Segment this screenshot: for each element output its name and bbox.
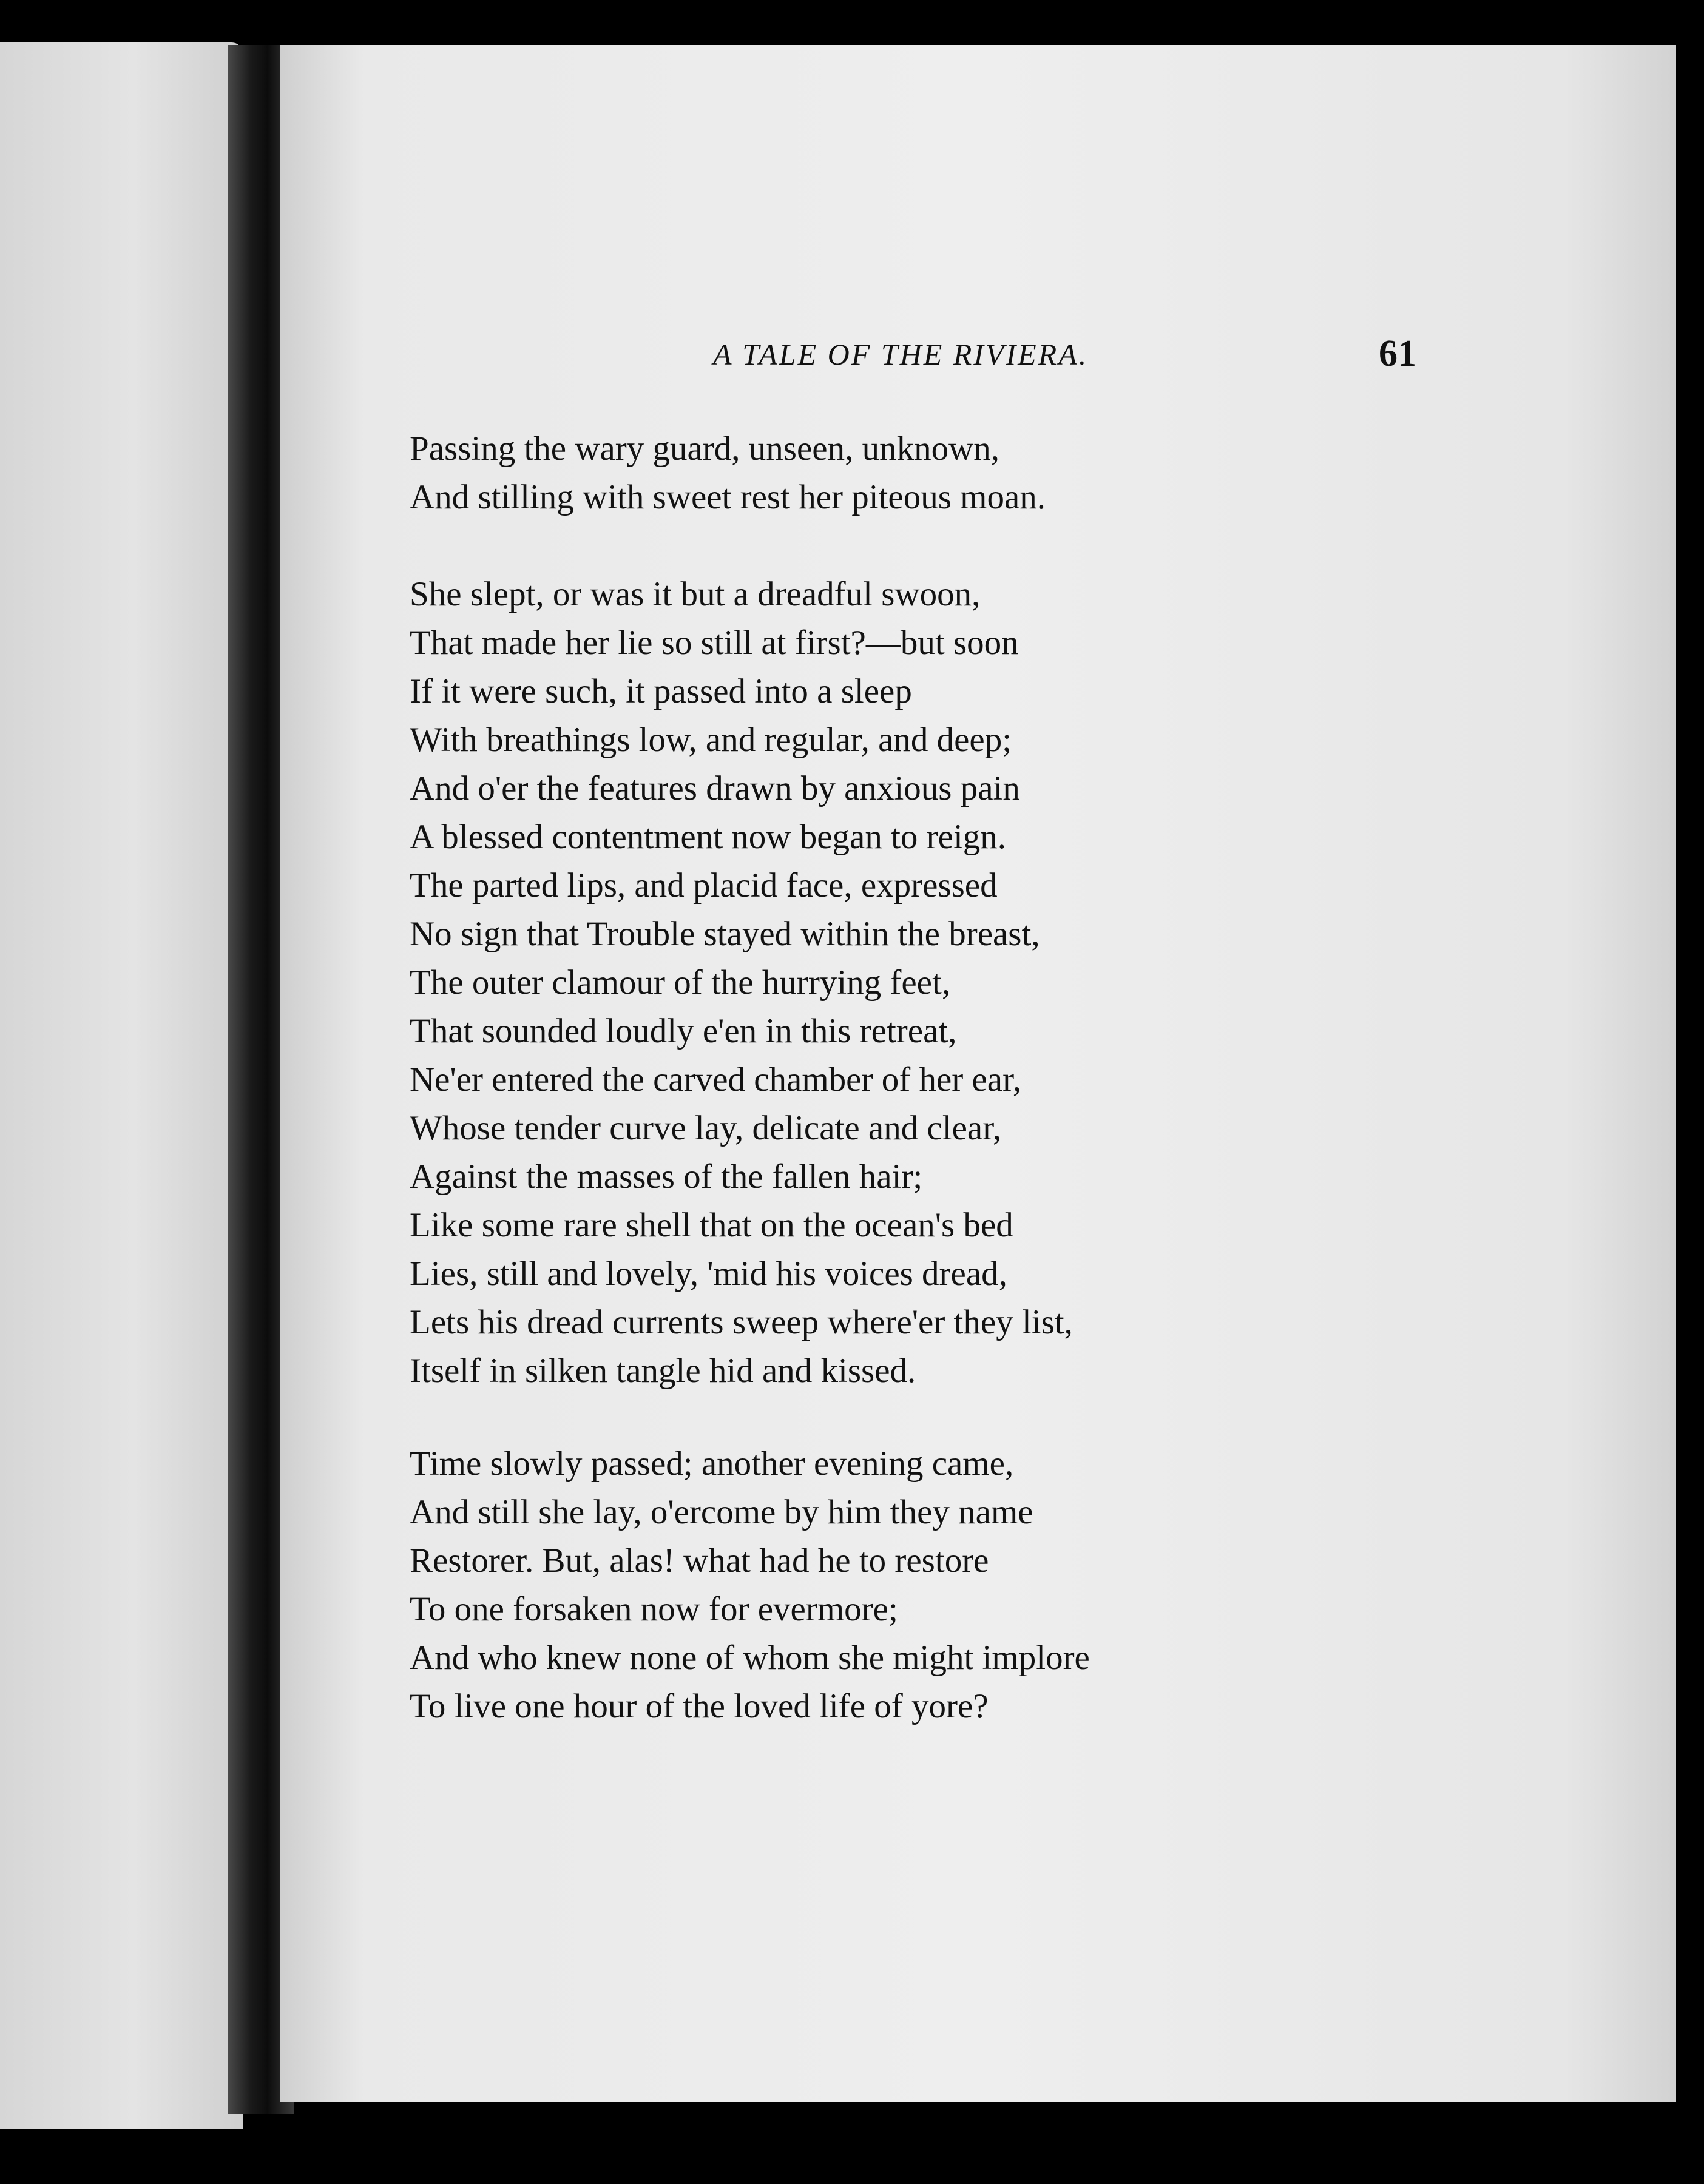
verse-line: And o'er the features drawn by anxious pain xyxy=(410,769,1020,807)
stanza-3 xyxy=(410,1440,1090,1731)
verse-line: The outer clamour of the hurrying feet, xyxy=(410,963,951,1002)
verse-line: That sounded loudly e'en in this retreat, xyxy=(410,1012,957,1050)
page-number: 61 xyxy=(1379,333,1416,374)
verse-line: Lets his dread currents sweep where'er they list, xyxy=(410,1303,1073,1341)
stanza-1 xyxy=(410,425,1046,522)
verse-line: Like some rare shell that on the ocean's bed xyxy=(410,1206,1013,1244)
verse-line: To one forsaken now for evermore; xyxy=(410,1590,898,1628)
verse-line: Passing the wary guard, unseen, unknown, xyxy=(410,430,1000,468)
facing-page xyxy=(0,42,243,2129)
verse-line: That made her lie so still at first?—but soon xyxy=(410,624,1019,662)
verse-line: Time slowly passed; another evening came, xyxy=(410,1444,1014,1483)
verse-line: Against the masses of the fallen hair; xyxy=(410,1158,923,1196)
verse-line: Itself in silken tangle hid and kissed. xyxy=(410,1352,916,1390)
verse-line: The parted lips, and placid face, expressed xyxy=(410,866,998,905)
stanza-2 xyxy=(410,570,1073,1395)
verse-line: And stilling with sweet rest her piteous moan. xyxy=(410,478,1046,516)
verse-line: And still she lay, o'ercome by him they name xyxy=(410,1493,1033,1531)
verse-line: To live one hour of the loved life of yore? xyxy=(410,1687,989,1725)
verse-line: No sign that Trouble stayed within the breast, xyxy=(410,915,1040,953)
verse-line: Lies, still and lovely, 'mid his voices dread, xyxy=(410,1255,1007,1293)
verse-line: She slept, or was it but a dreadful swoon, xyxy=(410,575,981,613)
running-title: A TALE OF THE RIVIERA. xyxy=(713,337,1089,371)
verse-line: Whose tender curve lay, delicate and clear, xyxy=(410,1109,1002,1147)
verse-line: Restorer. But, alas! what had he to restore xyxy=(410,1542,989,1580)
verse-line: With breathings low, and regular, and deep; xyxy=(410,721,1012,759)
verse-line: And who knew none of whom she might implore xyxy=(410,1639,1090,1677)
verse-line: A blessed contentment now began to reign. xyxy=(410,818,1007,856)
verse-line: If it were such, it passed into a sleep xyxy=(410,672,912,710)
verse-line: Ne'er entered the carved chamber of her ear, xyxy=(410,1060,1022,1099)
